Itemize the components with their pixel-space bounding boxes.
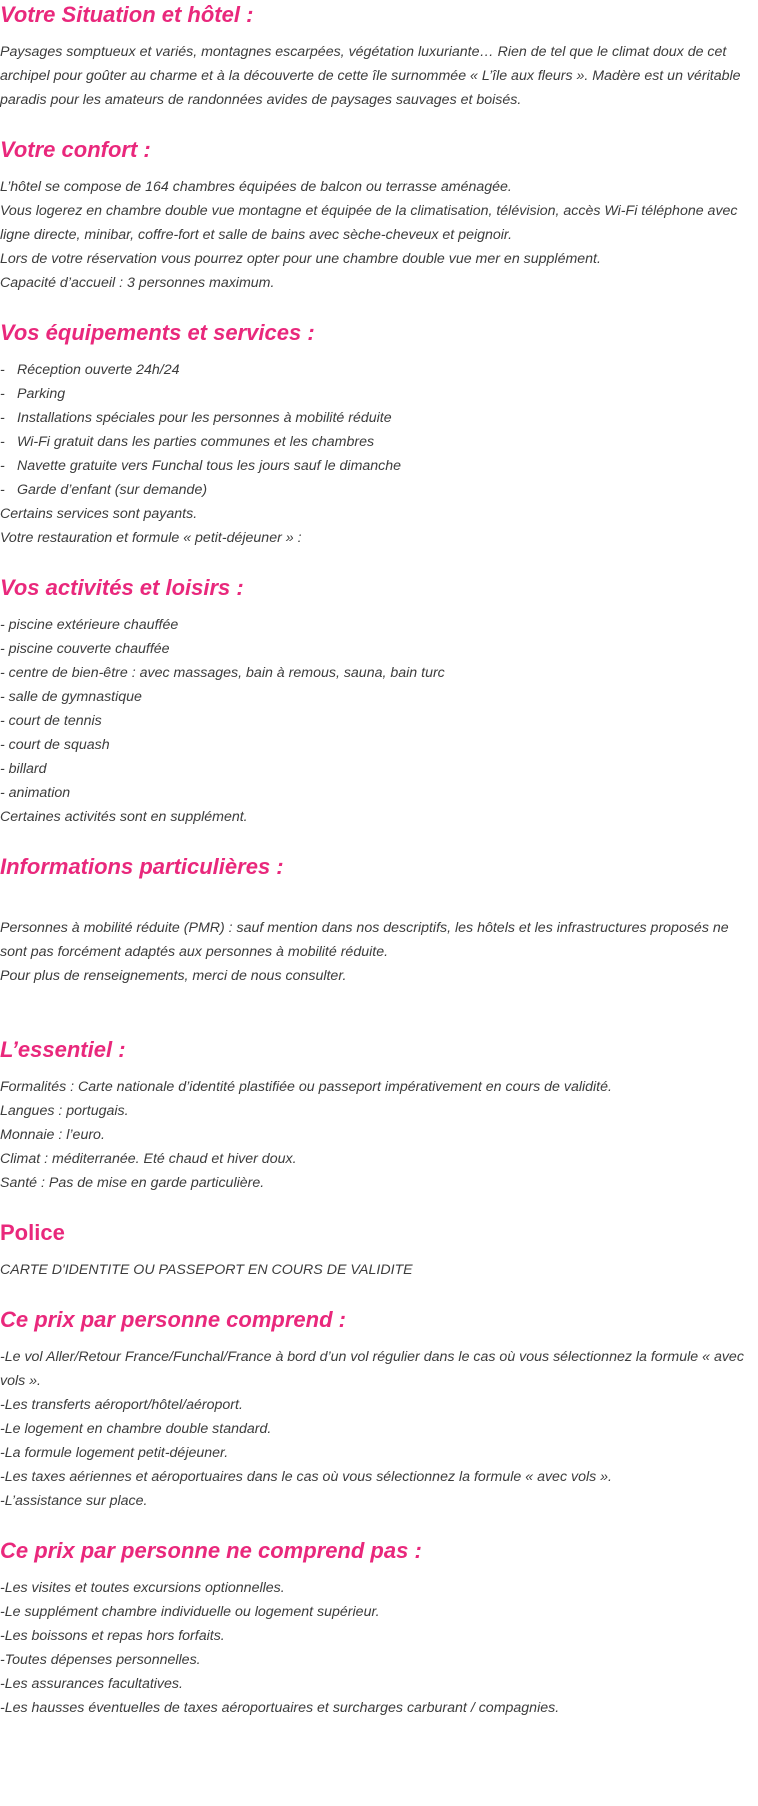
section-title-confort: Votre confort : — [0, 137, 151, 162]
services-list — [0, 358, 752, 502]
comprend-line: -Les taxes aériennes et aéroportuaires dans le cas où vous sélectionnez la formule « avec vols ». — [0, 1469, 612, 1485]
confort-text — [0, 175, 752, 295]
list-item: - Garde d’enfant (sur demande) — [0, 478, 752, 502]
list-item: - court de squash — [0, 737, 110, 753]
activities-note: Certaines activités sont en supplément. — [0, 809, 248, 825]
informations-contact: Pour plus de renseignements, merci de nous consulter. — [0, 968, 347, 984]
ne-comprend-pas-line: -Les boissons et repas hors forfaits. — [0, 1628, 225, 1644]
list-item: - salle de gymnastique — [0, 689, 142, 705]
list-item: - Parking — [0, 382, 752, 406]
section-title-equipements: Vos équipements et services : — [0, 320, 315, 345]
section-title-informations: Informations particulières : — [0, 854, 284, 879]
ne-comprend-pas-line: -Le supplément chambre individuelle ou logement supérieur. — [0, 1604, 380, 1620]
essentiel-line: Langues : portugais. — [0, 1103, 129, 1119]
ne-comprend-pas-line: -Les assurances facultatives. — [0, 1676, 183, 1692]
essentiel-line: Monnaie : l’euro. — [0, 1127, 105, 1143]
essentiel-line: Santé : Pas de mise en garde particulière. — [0, 1175, 265, 1191]
essentiel-line: Climat : méditerranée. Eté chaud et hiver doux. — [0, 1151, 297, 1167]
ne-comprend-pas-line: -Toutes dépenses personnelles. — [0, 1652, 201, 1668]
confort-line: L’hôtel se compose de 164 chambres équipées de balcon ou terrasse aménagée. — [0, 179, 512, 195]
list-item: - billard — [0, 761, 47, 777]
essentiel-line: Formalités : Carte nationale d’identité plastifiée ou passeport impérativement en cours de validité. — [0, 1079, 612, 1095]
list-item: - centre de bien-être : avec massages, bain à remous, sauna, bain turc — [0, 665, 445, 681]
list-item: - Installations spéciales pour les personnes à mobilité réduite — [0, 406, 752, 430]
section-title-essentiel: L’essentiel : — [0, 1037, 126, 1062]
services-note: Certains services sont payants. — [0, 506, 198, 522]
list-item: - piscine couverte chauffée — [0, 641, 170, 657]
ne-comprend-pas-line: -Les hausses éventuelles de taxes aéroportuaires et surcharges carburant / compagnies. — [0, 1700, 560, 1716]
list-item: - Wi-Fi gratuit dans les parties communes et les chambres — [0, 430, 752, 454]
list-item: - piscine extérieure chauffée — [0, 617, 179, 633]
confort-line: Vous logerez en chambre double vue montagne et équipée de la climatisation, télévision, accès Wi-Fi téléphone avec ligne directe, minibar, coffre-fort et salle de bains avec sèche-cheveux et peignoir. — [0, 203, 738, 243]
list-item: - court de tennis — [0, 713, 102, 729]
section-title-situation: Votre Situation et hôtel : — [0, 2, 254, 27]
confort-line: Lors de votre réservation vous pourrez opter pour une chambre double vue mer en supplément. — [0, 251, 601, 267]
section-title-police: Police — [0, 1220, 65, 1245]
list-item: - Réception ouverte 24h/24 — [0, 358, 752, 382]
section-title-activites: Vos activités et loisirs : — [0, 575, 244, 600]
comprend-line: -Le vol Aller/Retour France/Funchal/France à bord d’un vol régulier dans le cas où vous sélectionnez la formule « avec vols ». — [0, 1349, 744, 1389]
list-item: - Navette gratuite vers Funchal tous les jours sauf le dimanche — [0, 454, 752, 478]
essentiel-text — [0, 1075, 752, 1195]
comprend-line: -L’assistance sur place. — [0, 1493, 148, 1509]
informations-text: Personnes à mobilité réduite (PMR) : sauf mention dans nos descriptifs, les hôtels et les infrastructures proposés ne sont pas forcément adaptés aux personnes à mobilité réduite. — [0, 920, 729, 960]
ne-comprend-pas-line: -Les visites et toutes excursions optionnelles. — [0, 1580, 285, 1596]
section-title-comprend: Ce prix par personne comprend : — [0, 1307, 346, 1332]
comprend-text — [0, 1345, 752, 1513]
section-title-ne-comprend-pas: Ce prix par personne ne comprend pas : — [0, 1538, 422, 1563]
situation-text: Paysages somptueux et variés, montagnes escarpées, végétation luxuriante… Rien de tel que le climat doux de cet archipel pour goûter au charme et à la découverte de cette île surnommée « L’île aux fleurs ». Madère est un véritable paradis pour les amateurs de randonnées avides de paysages sauvages et boisés. — [0, 44, 741, 108]
restauration-note: Votre restauration et formule « petit-déjeuner » : — [0, 530, 302, 546]
comprend-line: -Les transferts aéroport/hôtel/aéroport. — [0, 1397, 243, 1413]
ne-comprend-pas-text — [0, 1576, 752, 1720]
activities-list — [0, 613, 752, 805]
comprend-line: -Le logement en chambre double standard. — [0, 1421, 272, 1437]
police-text: CARTE D'IDENTITE OU PASSEPORT EN COURS DE VALIDITE — [0, 1262, 413, 1278]
list-item: - animation — [0, 785, 71, 801]
comprend-line: -La formule logement petit-déjeuner. — [0, 1445, 229, 1461]
confort-line: Capacité d’accueil : 3 personnes maximum. — [0, 275, 275, 291]
